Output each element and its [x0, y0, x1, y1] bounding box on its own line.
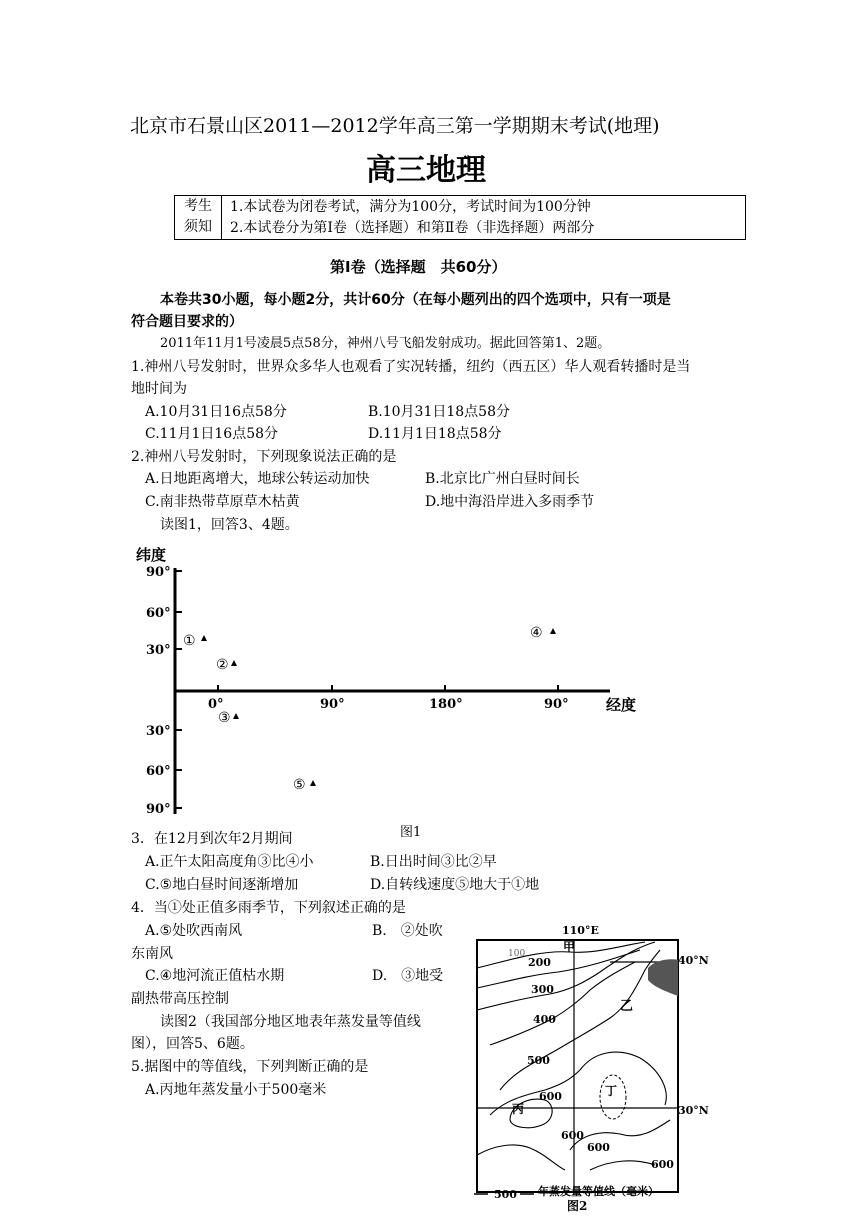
question-stem: 2.神州八号发射时，下列现象说法正确的是	[131, 449, 397, 465]
section-intro: 本卷共30小题，每小题2分，共计60分（在每小题列出的四个选项中，只有一项是	[160, 292, 671, 308]
option-b: B.北京比广州白昼时间长	[425, 471, 580, 487]
contour-label: 200	[528, 956, 551, 969]
option-a: A.日地距离增大，地球公转运动加快	[145, 471, 370, 487]
option-a: A.丙地年蒸发量小于500毫米	[145, 1082, 327, 1098]
context-text: 2011年11月1号凌晨5点58分，神州八号飞船发射成功。据此回答第1、2题。	[160, 336, 611, 351]
figure-caption: 图1	[400, 825, 422, 840]
y-tick-label: 90°	[146, 565, 171, 580]
option-c: C.⑤地白昼时间逐渐增加	[145, 877, 299, 893]
contour-label: 500	[494, 1188, 517, 1201]
contour-label: 600	[539, 1090, 562, 1103]
contour-label: 600	[561, 1129, 584, 1142]
contour-label: 100	[508, 949, 526, 959]
map-frame	[477, 940, 678, 1192]
question-stem: 地时间为	[131, 381, 187, 397]
x-tick-label: 90°	[320, 697, 345, 712]
figure-prompt: 读图2（我国部分地区地表年蒸发量等值线	[160, 1014, 421, 1030]
option-d-continued: 副热带高压控制	[131, 991, 229, 1007]
point-label: ③	[218, 710, 231, 726]
page-title: 高三地理	[366, 153, 486, 188]
contour-label: 400	[533, 1013, 556, 1026]
lat-label: 30°N	[678, 1104, 709, 1117]
x-axis-title: 经度	[606, 696, 637, 714]
sea-area	[648, 959, 678, 996]
notice-item: 2.本试卷分为第Ⅰ卷（选择题）和第Ⅱ卷（非选择题）两部分	[230, 220, 595, 236]
y-axis-title: 纬度	[136, 546, 167, 564]
option-d: D. ③地受	[372, 968, 444, 984]
question-stem: 5.据图中的等值线，下列判断正确的是	[131, 1059, 369, 1075]
x-tick-label: 0°	[208, 697, 224, 712]
option-b-continued: 东南风	[131, 946, 173, 962]
figure-prompt: 图），回答5、6题。	[131, 1036, 254, 1052]
notice-item: 1.本试卷为闭卷考试，满分为100分，考试时间为100分钟	[230, 199, 591, 215]
point-marker	[231, 660, 237, 666]
point-label: ②	[216, 657, 229, 673]
point-label: ④	[530, 625, 543, 641]
question-stem: 3．在12月到次年2月期间	[131, 831, 293, 847]
point-marker	[201, 635, 207, 641]
exam-title: 北京市石景山区2011—2012学年高三第一学期期末考试(地理)	[130, 115, 660, 137]
contour-label: 600	[651, 1158, 674, 1171]
place-label: 丁	[605, 1084, 618, 1098]
notice-label-line1: 考生	[184, 198, 212, 214]
y-tick-label: 30°	[146, 643, 171, 658]
place-label: 乙	[620, 999, 634, 1014]
option-a: A.正午太阳高度角③比④小	[145, 854, 314, 870]
section-intro: 符合题目要求的）	[131, 314, 243, 330]
option-b: B.10月31日18点58分	[368, 404, 510, 420]
place-label: 丙	[512, 1102, 525, 1116]
legend-label: 年蒸发量等值线（毫米）	[538, 1185, 659, 1198]
y-tick-label: 90°	[146, 802, 171, 817]
notice-label-line2: 须知	[184, 219, 212, 235]
y-tick-label: 30°	[146, 724, 171, 739]
option-b: B. ②处吹	[372, 923, 443, 939]
point-label: ⑤	[293, 777, 306, 793]
option-d: D.11月1日18点58分	[368, 426, 502, 442]
figure-caption: 图2	[567, 1199, 588, 1213]
point-marker	[233, 713, 239, 719]
point-marker	[310, 780, 316, 786]
y-tick-label: 60°	[146, 764, 171, 779]
x-tick-label: 90°	[544, 697, 569, 712]
lat-label: 40°N	[678, 954, 709, 967]
notice-table	[174, 195, 746, 240]
option-a: A.10月31日16点58分	[145, 404, 287, 420]
question-stem: 1.神州八号发射时，世界众多华人也观看了实况转播，纽约（西五区）华人观看转播时是当	[131, 359, 691, 375]
notice-label	[175, 196, 222, 239]
contour-label: 300	[531, 983, 554, 996]
figure-prompt: 读图1，回答3、4题。	[160, 517, 299, 533]
option-c: C.南非热带草原草木枯黄	[145, 494, 300, 510]
figure-2	[470, 920, 710, 1216]
place-label: 甲	[563, 940, 576, 954]
option-a: A.⑤处吹西南风	[145, 923, 243, 939]
contour-label: 600	[587, 1141, 610, 1154]
option-d: D.地中海沿岸进入多雨季节	[425, 494, 595, 510]
option-c: C.④地河流正值枯水期	[145, 968, 285, 984]
x-tick-label: 180°	[429, 697, 463, 712]
contour-label: 500	[527, 1054, 550, 1067]
option-c: C.11月1日16点58分	[145, 426, 279, 442]
point-label: ①	[183, 633, 196, 649]
section-heading: 第Ⅰ卷（选择题 共60分）	[330, 258, 507, 276]
question-stem: 4．当①处正值多雨季节，下列叙述正确的是	[131, 900, 406, 916]
point-marker	[550, 628, 556, 634]
y-tick-label: 60°	[146, 606, 171, 621]
option-d: D.自转线速度⑤地大于①地	[370, 877, 540, 893]
option-b: B.日出时间③比②早	[370, 854, 497, 870]
meridian-label: 110°E	[562, 924, 599, 937]
